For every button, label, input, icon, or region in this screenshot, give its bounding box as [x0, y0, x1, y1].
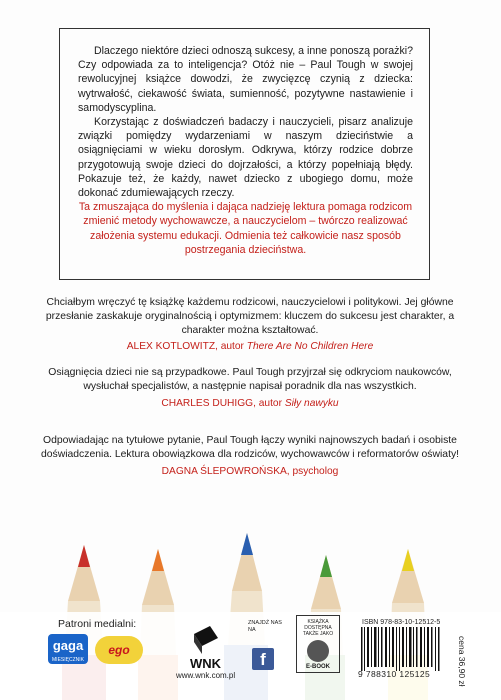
facebook-label: ZNAJDŹ NAS NA — [248, 620, 282, 633]
author-name: ALEX KOTLOWITZ, autor — [126, 341, 247, 353]
quote-duhigg — [40, 366, 460, 410]
description-highlight: Ta zmuszająca do myślenia i dająca nadzieję lektura pomaga rodzicom zmienić metody wychowawcze, a nauczycielom – twórczo realizować założenia systemu edukacji. Odmienia też całkowicie nasz sposób postrzegania dzieciństwa. — [78, 201, 413, 256]
quote-text: Osiągnięcia dzieci nie są przypadkowe. Paul Tough przyjrzał się odkryciom naukowców, wysłuchał specjalistów, a następnie napisał poradnik dla nas wszystkich. — [48, 367, 452, 392]
author-work: There Are No Children Here — [246, 341, 374, 353]
quote-author — [40, 340, 460, 354]
quote-author — [40, 397, 460, 411]
author-name: CHARLES DUHIGG, autor — [161, 397, 285, 409]
author-work: Siły nawyku — [284, 397, 339, 409]
price-label: cena 36,90 zł — [457, 636, 467, 687]
quote-text: Odpowiadając na tytułowe pytanie, Paul Tough łączy wyniki najnowszych badań i osobiste doświadczenia. Lektura obowiązkowa dla rodziców, wychowawców i reformatorów oświaty! — [40, 435, 460, 460]
quote-kotlowitz — [40, 296, 460, 354]
isbn-text: ISBN 978-83-10-12512-5 — [362, 619, 441, 626]
author-name: DAGNA ŚLEPOWROŃSKA, psycholog — [161, 465, 339, 477]
quote-slepowronska — [40, 434, 460, 478]
ebook-badge-text: KSIĄŻKA DOSTĘPNA TAKŻE JAKO — [302, 619, 334, 637]
wnk-logo-icon — [188, 620, 224, 672]
svg-text:WNK: WNK — [190, 656, 222, 670]
gaga-logo-subtitle: MIESIĘCZNIK — [52, 657, 84, 663]
publisher-url: www.wnk.com.pl — [176, 671, 236, 680]
barcode-number: 9 788310 125125 — [358, 669, 431, 679]
ebook-icon — [307, 640, 329, 662]
ego-logo: ego — [95, 636, 143, 664]
description-box — [59, 28, 430, 280]
ebook-badge-label: E-BOOK — [306, 664, 330, 670]
quote-author — [40, 465, 460, 479]
description-paragraph-2: Korzystając z doświadczeń badaczy i nauczycieli, pisarz analizuje związki pomiędzy wydarzeniami w naszym dzieciństwie a osiągnięciami w wieku dorosłym. Odkrywa, którzy rodzice dobrze przygotowują swoje dzieci do dojrzałości, a którzy popełniają błędy. Pokazuje też, że każdy, nawet dziecko z ubogiego domu, może dokonać zdumiewających rzeczy. — [78, 116, 413, 200]
gaga-logo-text: gaga — [52, 638, 84, 653]
quote-text: Chciałbym wręczyć tę książkę każdemu rodzicowi, nauczycielowi i politykowi. Jej główne przesłanie zaskakuje oryginalnością i optymizmem: kluczem do sukcesu jest charakter, a charakter można kształtować. — [45, 297, 455, 336]
barcode-icon — [359, 627, 441, 671]
media-patrons-label: Patroni medialni: — [58, 618, 137, 630]
facebook-icon: f — [252, 648, 274, 670]
ebook-badge — [296, 615, 340, 673]
gaga-logo — [48, 634, 88, 664]
description-paragraph-1: Dlaczego niektóre dzieci odnoszą sukcesy, a inne ponoszą porażki? Czy odpowiada za to inteligencja? Otóż nie – Paul Tough w swojej rewolucyjnej książce dowodzi, że zwycięzcę czynią z dziecka: wytrwałość, ciekawość świata, sumienność, pozytywne nastawienie i samodyscyplina. — [78, 45, 413, 114]
